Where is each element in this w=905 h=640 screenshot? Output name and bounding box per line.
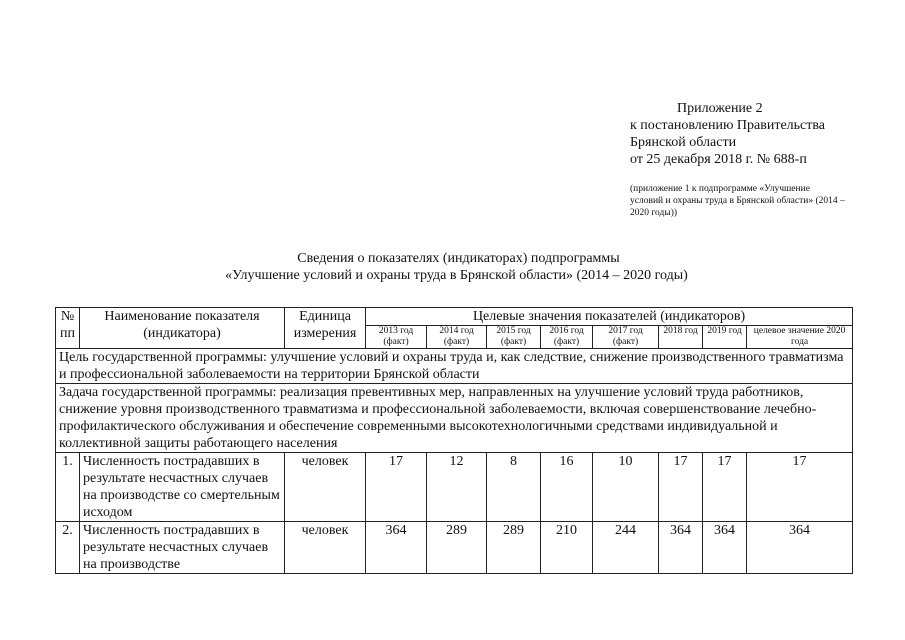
indicator-name: Численность пострадавших в результате несчастных случаев на производстве (80, 522, 285, 574)
appendix-decree: к постановлению Правительства (630, 118, 826, 133)
indicator-value: 17 (659, 453, 703, 522)
indicator-unit: человек (285, 453, 366, 522)
header-targets: Целевые значения показателей (индикаторов) (366, 308, 853, 326)
indicator-value: 17 (747, 453, 853, 522)
header-year: 2013 год (факт) (366, 326, 427, 349)
appendix-title: Приложение 2 (677, 101, 763, 116)
indicator-value: 364 (366, 522, 427, 574)
indicator-value: 12 (427, 453, 487, 522)
header-year: 2015 год (факт) (487, 326, 541, 349)
header-year: 2017 год (факт) (593, 326, 659, 349)
appendix-block (630, 100, 890, 219)
indicator-value: 364 (747, 522, 853, 574)
indicator-value: 364 (659, 522, 703, 574)
appendix-note: (приложение 1 к подпрограмме «Улучшение условий и охраны труда в Брянской области» (2014 – 2020 годы)) (630, 184, 845, 218)
title-line-2: «Улучшение условий и охраны труда в Брянской области» (2014 – 2020 годы) (225, 268, 688, 283)
header-num: № пп (56, 308, 80, 349)
indicator-value: 17 (366, 453, 427, 522)
header-name: Наименование показателя (индикатора) (80, 308, 285, 349)
indicator-unit: человек (285, 522, 366, 574)
header-year: 2019 год (703, 326, 747, 349)
row-number: 1. (56, 453, 80, 522)
indicator-name: Численность пострадавших в результате несчастных случаев на производстве со смертельным исходом (80, 453, 285, 522)
header-year: целевое значение 2020 года (747, 326, 853, 349)
indicators-table (55, 307, 853, 574)
task-row (56, 384, 853, 453)
indicator-value: 10 (593, 453, 659, 522)
title-line-1: Сведения о показателях (индикаторах) подпрограммы (297, 251, 620, 266)
indicator-value: 364 (703, 522, 747, 574)
program-goal: Цель государственной программы: улучшение условий и охраны труда и, как следствие, снижение производственного травматизма и профессиональной заболеваемости на территории Брянской области (56, 349, 853, 384)
indicator-value: 16 (541, 453, 593, 522)
indicator-value: 17 (703, 453, 747, 522)
header-year: 2018 год (659, 326, 703, 349)
table-row (56, 522, 853, 574)
header-row-1 (56, 308, 853, 326)
appendix-date: от 25 декабря 2018 г. № 688-п (630, 152, 807, 167)
indicator-value: 8 (487, 453, 541, 522)
indicator-value: 210 (541, 522, 593, 574)
indicator-value: 289 (487, 522, 541, 574)
program-task: Задача государственной программы: реализация превентивных мер, направленных на улучшение условий труда работников, снижение уровня производственного травматизма и профессиональной заболеваемости, включая совершенствование лечебно-профилактического обслуживания и обеспечение современными высокотехнологичными средствами индивидуальной и коллективной защиты работающего населения (56, 384, 853, 453)
indicator-value: 289 (427, 522, 487, 574)
appendix-region: Брянской области (630, 135, 737, 150)
table-row (56, 453, 853, 522)
document-title (0, 250, 905, 284)
header-year: 2016 год (факт) (541, 326, 593, 349)
row-number: 2. (56, 522, 80, 574)
goal-row (56, 349, 853, 384)
indicator-value: 244 (593, 522, 659, 574)
header-unit: Единица измерения (285, 308, 366, 349)
header-year: 2014 год (факт) (427, 326, 487, 349)
